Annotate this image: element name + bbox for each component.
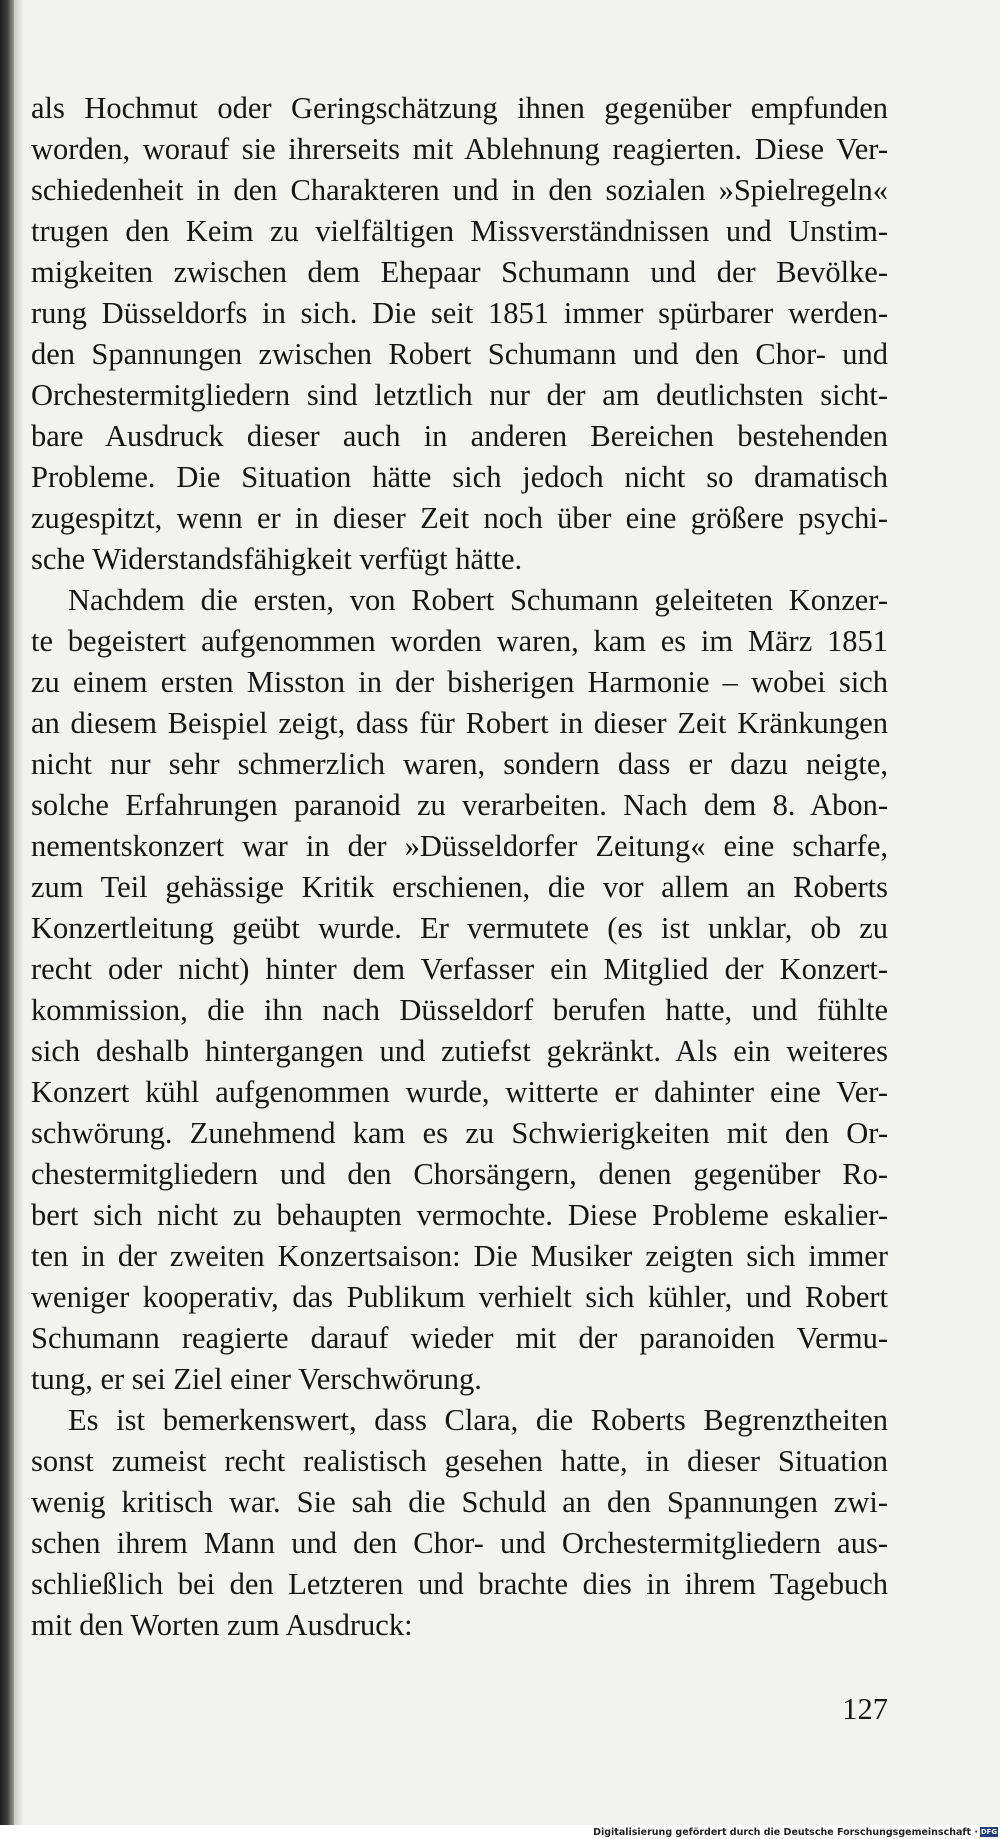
dfg-logo-icon: DFG <box>980 1828 998 1836</box>
text-line: te begeistert aufgenommen worden waren, kam es im März 1851 <box>31 624 888 658</box>
text-line: sche Widerstandsfähigkeit verfügt hätte. <box>31 542 523 576</box>
text-line: weniger kooperativ, das Publikum verhielt sich kühler, und Robert <box>31 1280 888 1314</box>
text-line: chestermitgliedern und den Chorsängern, denen gegenüber Ro- <box>31 1157 888 1191</box>
book-spine-shadow <box>0 0 14 1825</box>
text-line: sonst zumeist recht realistisch gesehen hatte, in dieser Situation <box>31 1444 888 1478</box>
text-line: Es ist bemerkenswert, dass Clara, die Roberts Begrenztheiten <box>68 1403 888 1437</box>
text-line: als Hochmut oder Geringschätzung ihnen gegenüber empfunden <box>31 91 888 125</box>
text-line: an diesem Beispiel zeigt, dass für Robert in dieser Zeit Kränkungen <box>31 706 888 740</box>
text-line: Probleme. Die Situation hätte sich jedoch nicht so dramatisch <box>31 460 888 494</box>
text-line: schließlich bei den Letzteren und brachte dies in ihrem Tagebuch <box>31 1567 888 1601</box>
text-line: nicht nur sehr schmerzlich waren, sondern dass er dazu neigte, <box>31 747 888 781</box>
text-line: migkeiten zwischen dem Ehepaar Schumann und der Bevölke- <box>31 255 888 289</box>
text-line: schiedenheit in den Charakteren und in den sozialen »Spielregeln« <box>31 173 888 207</box>
digitization-footer <box>0 1825 1000 1839</box>
text-line: schwörung. Zunehmend kam es zu Schwierigkeiten mit den Or- <box>31 1116 888 1150</box>
text-line: Schumann reagierte darauf wieder mit der paranoiden Vermu- <box>31 1321 888 1355</box>
text-line: zu einem ersten Misston in der bisherigen Harmonie – wobei sich <box>31 665 888 699</box>
text-line: schen ihrem Mann und den Chor- und Orchestermitgliedern aus- <box>31 1526 888 1560</box>
text-line: solche Erfahrungen paranoid zu verarbeiten. Nach dem 8. Abon- <box>31 788 888 822</box>
text-line: tung, er sei Ziel einer Verschwörung. <box>31 1362 482 1396</box>
text-line: kommission, die ihn nach Düsseldorf berufen hatte, und fühlte <box>31 993 888 1027</box>
text-line: ten in der zweiten Konzertsaison: Die Musiker zeigten sich immer <box>31 1239 888 1273</box>
book-spine-edge <box>14 0 24 1825</box>
text-line: Konzertleitung geübt wurde. Er vermutete (es ist unklar, ob zu <box>31 911 888 945</box>
text-line: recht oder nicht) hinter dem Verfasser ein Mitglied der Konzert- <box>31 952 888 986</box>
text-line: zugespitzt, wenn er in dieser Zeit noch über eine größere psychi- <box>31 501 888 535</box>
text-line: worden, worauf sie ihrerseits mit Ablehnung reagierten. Diese Ver- <box>31 132 888 166</box>
text-line: Nachdem die ersten, von Robert Schumann geleiteten Konzer- <box>68 583 888 617</box>
text-line: rung Düsseldorfs in sich. Die seit 1851 immer spürbarer werden- <box>31 296 888 330</box>
text-line: trugen den Keim zu vielfältigen Missverständnissen und Unstim- <box>31 214 888 248</box>
text-line: bare Ausdruck dieser auch in anderen Bereichen bestehenden <box>31 419 888 453</box>
text-line: zum Teil gehässige Kritik erschienen, die vor allem an Roberts <box>31 870 888 904</box>
text-line: Orchestermitgliedern sind letztlich nur der am deutlichsten sicht- <box>31 378 888 412</box>
page-number: 127 <box>842 1692 888 1726</box>
body-text <box>31 88 888 1646</box>
text-line: mit den Worten zum Ausdruck: <box>31 1608 413 1642</box>
text-line: nementskonzert war in der »Düsseldorfer Zeitung« eine scharfe, <box>31 829 888 863</box>
text-line: wenig kritisch war. Sie sah die Schuld an den Spannungen zwi- <box>31 1485 888 1519</box>
footer-credit-text: Digitalisierung gefördert durch die Deutsche Forschungsgemeinschaft · <box>593 1827 978 1838</box>
text-line: Konzert kühl aufgenommen wurde, witterte er dahinter eine Ver- <box>31 1075 888 1109</box>
text-line: sich deshalb hintergangen und zutiefst gekränkt. Als ein weiteres <box>31 1034 888 1068</box>
text-line: den Spannungen zwischen Robert Schumann und den Chor- und <box>31 337 888 371</box>
text-line: bert sich nicht zu behaupten vermochte. Diese Probleme eskalier- <box>31 1198 888 1232</box>
